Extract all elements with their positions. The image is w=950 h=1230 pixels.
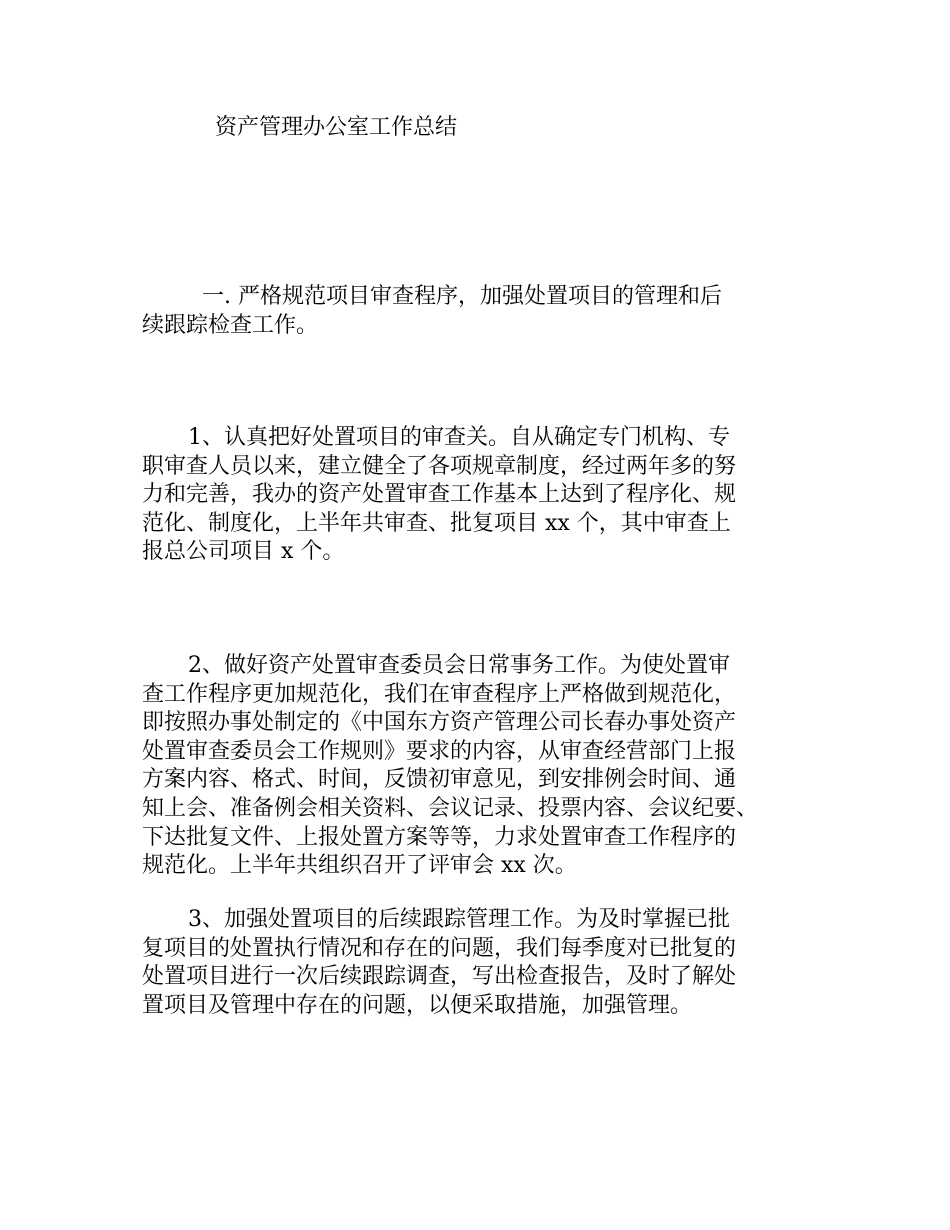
paragraph-line: 报总公司项目 x 个。 xyxy=(142,539,345,565)
paragraph-line: 处置项目进行一次后续跟踪调查，写出检查报告，及时了解处 xyxy=(142,964,737,990)
paragraph-line: 复项目的处置执行情况和存在的问题，我们每季度对已批复的 xyxy=(142,935,737,961)
paragraph-item-1 xyxy=(142,424,842,567)
paragraph-line: 置项目及管理中存在的问题，以便采取措施，加强管理。 xyxy=(142,992,693,1018)
paragraph-line: 处置审查委员会工作规则》要求的内容，从审查经营部门上报 xyxy=(142,738,737,764)
document-title: 资产管理办公室工作总结 xyxy=(215,115,458,140)
paragraph-line: 下达批复文件、上报处置方案等等，力求处置审查工作程序的 xyxy=(142,824,737,850)
paragraph-line: 知上会、准备例会相关资料、会议记录、投票内容、会议纪要、 xyxy=(142,795,759,821)
paragraph-item-3 xyxy=(142,906,842,1020)
paragraph-line: 方案内容、格式、时间，反馈初审意见，到安排例会时间、通 xyxy=(142,767,737,793)
paragraph-line: 查工作程序更加规范化，我们在审查程序上严格做到规范化， xyxy=(142,681,737,707)
paragraph-line: 一. 严格规范项目审查程序，加强处置项目的管理和后 xyxy=(202,284,722,309)
paragraph-line: 范化、制度化，上半年共审查、批复项目 xx 个，其中审查上 xyxy=(142,510,731,536)
paragraph-line: 职审查人员以来，建立健全了各项规章制度，经过两年多的努 xyxy=(142,453,737,479)
paragraph-line: 1、认真把好处置项目的审查关。自从确定专门机构、专 xyxy=(188,425,730,450)
paragraph-line: 3、加强处置项目的后续跟踪管理工作。为及时掌握已批 xyxy=(188,907,730,932)
paragraph-item-2 xyxy=(142,652,842,881)
paragraph-line: 续跟踪检查工作。 xyxy=(142,312,319,338)
paragraph-line: 规范化。上半年共组织召开了评审会 xx 次。 xyxy=(142,853,577,879)
paragraph-line: 即按照办事处制定的《中国东方资产管理公司长春办事处资产 xyxy=(142,710,737,736)
section-heading xyxy=(142,283,842,340)
paragraph-line: 力和完善，我办的资产处置审查工作基本上达到了程序化、规 xyxy=(142,482,737,508)
paragraph-line: 2、做好资产处置审查委员会日常事务工作。为使处置审 xyxy=(188,653,730,678)
